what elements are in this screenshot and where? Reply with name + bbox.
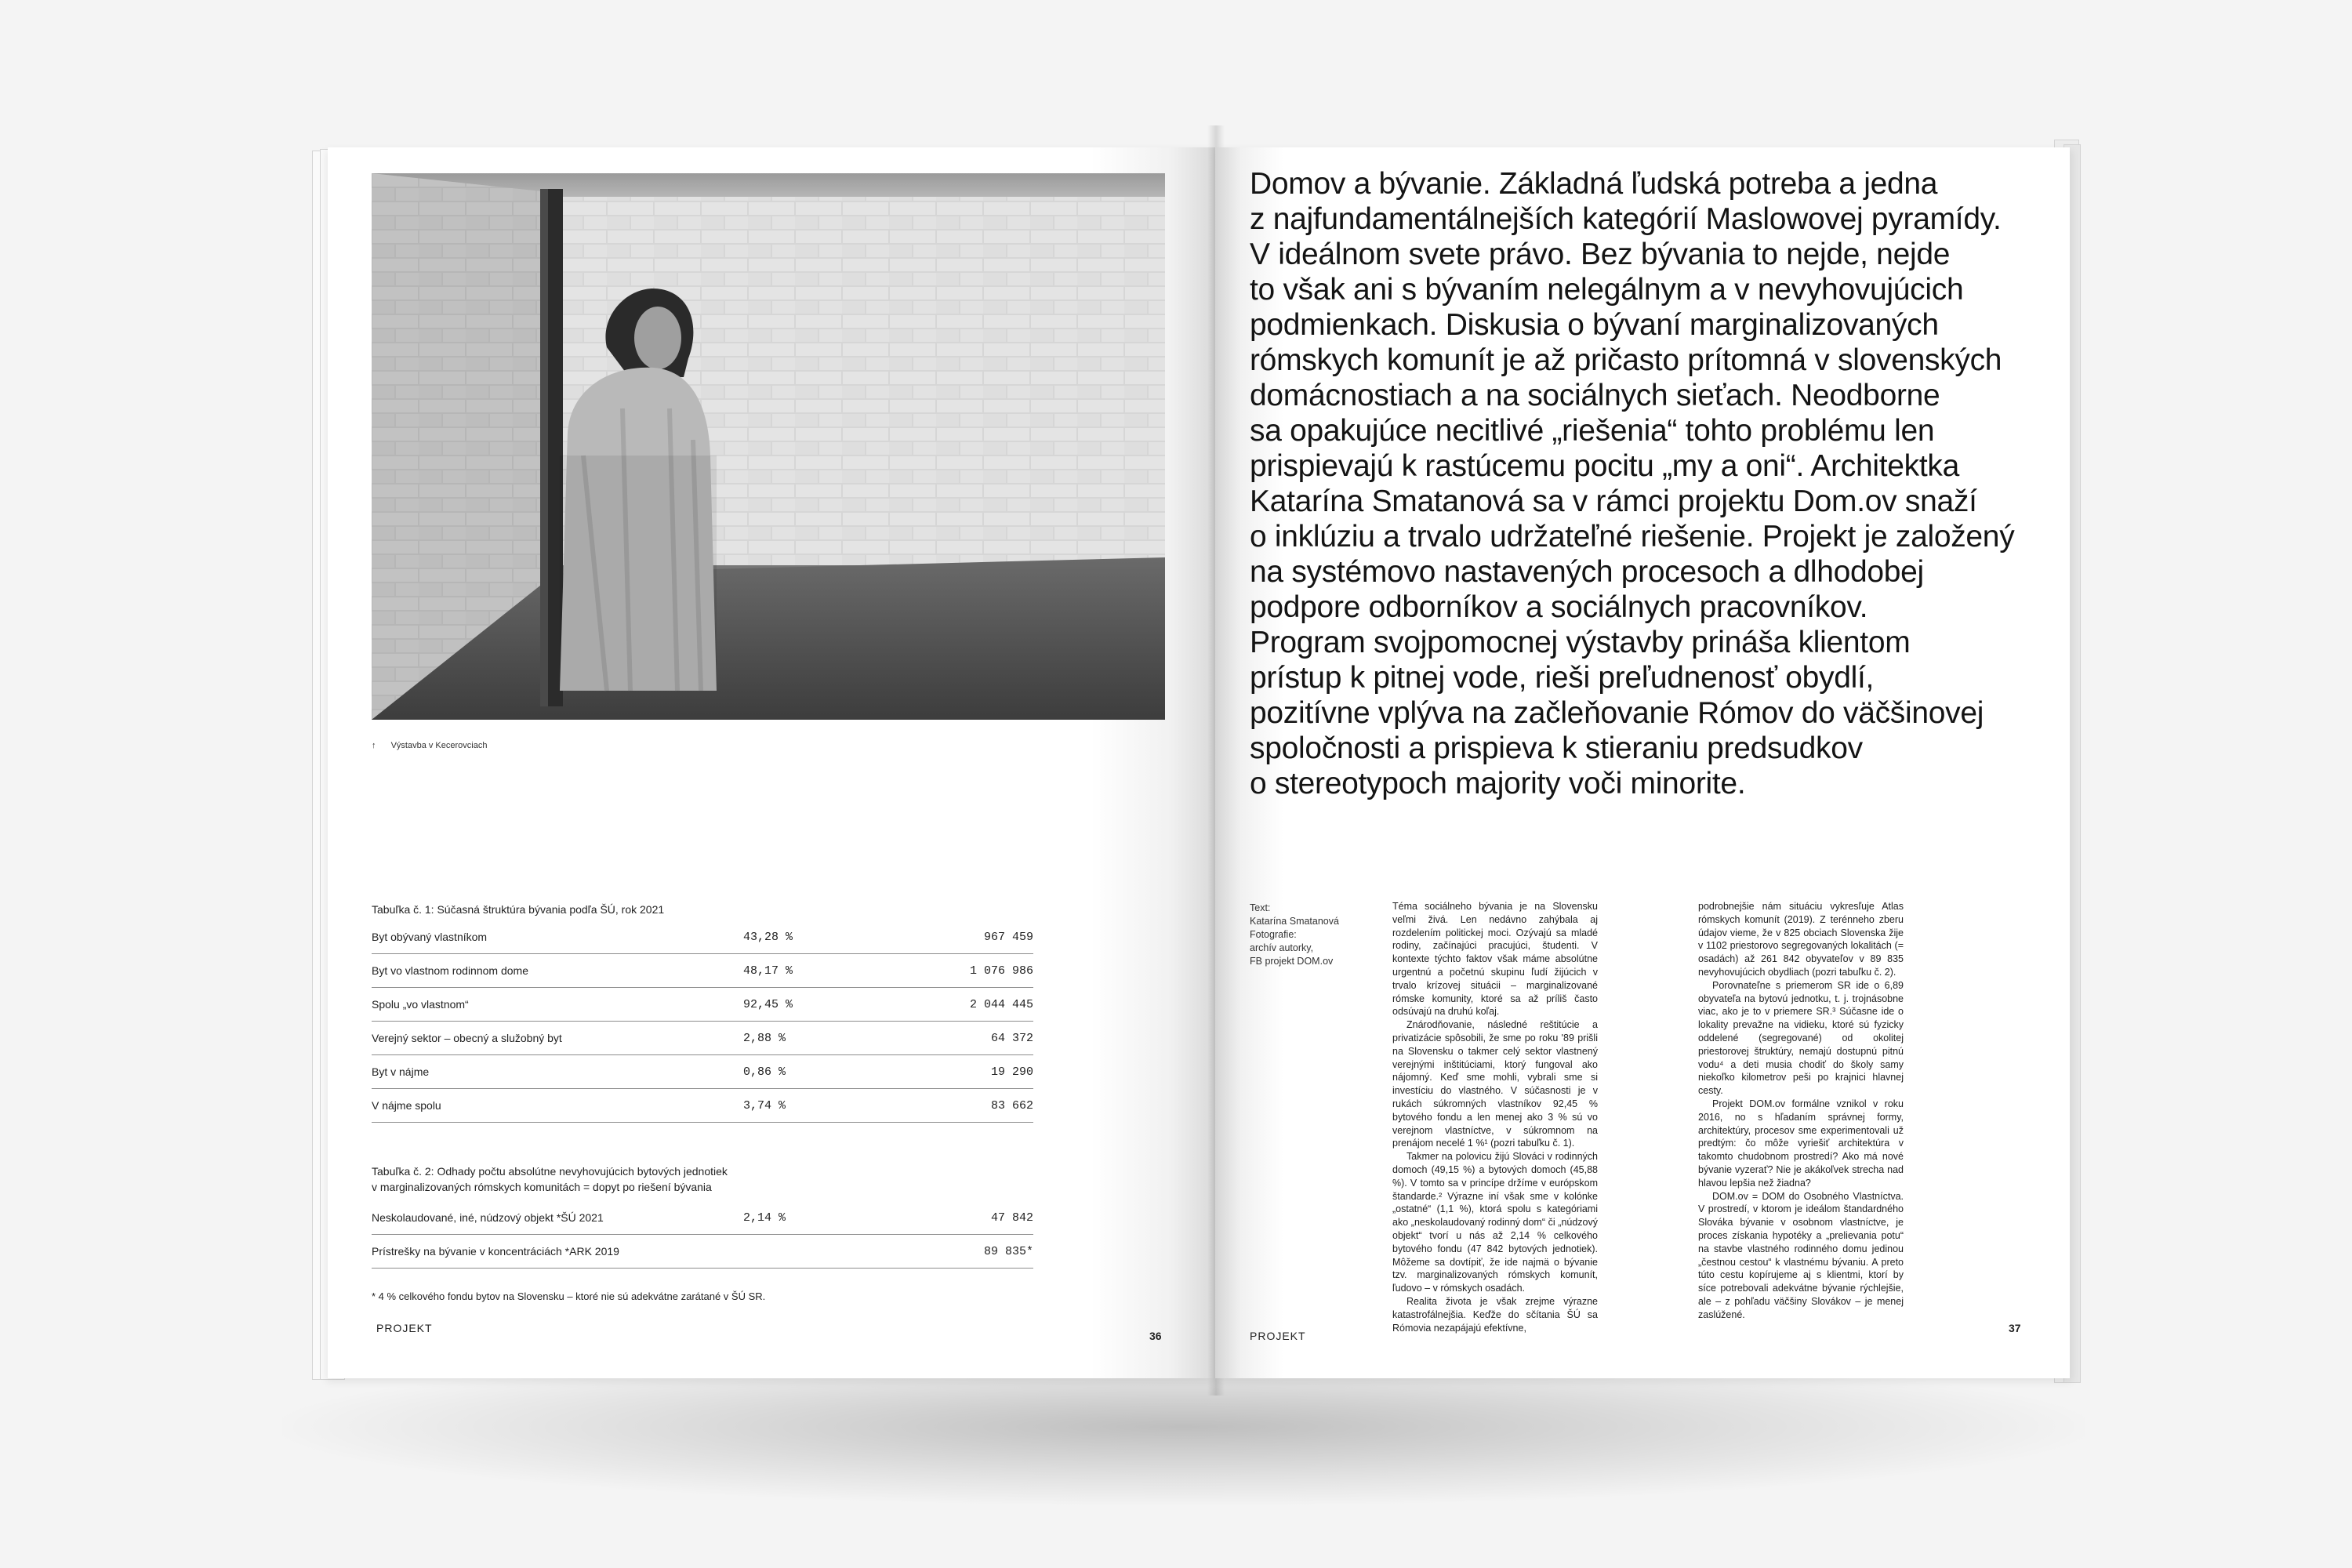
photograph: [372, 173, 1165, 720]
body-paragraph: podrobnejšie nám situáciu vykresľuje Atlas rómskych komunít (2019). Z terénneho zberu údajov vieme, že v 825 obciach Slovenska žije v 1102 priestorovo segregovaných lokalitách (= osadách) až 261 842 obyvateľov v 89 835 nevyhovujúcich obydliach (pozri tabuľku č. 2).: [1698, 901, 1904, 978]
row-count: 89 835*: [861, 1235, 1033, 1269]
row-percent: 3,74 %: [743, 1089, 861, 1123]
body-paragraph: Znárodňovanie, následné reštitúcie a privatizácie spôsobili, že sme po roku '89 prišli na Slovensku o takmer celý sektor vlastnený verejnými inštitúciami, ktorý fungoval ako nájomný. Keď sme mohli, vybrali sme si investíciu do vlastného. V súčasnosti je v rukách súkromných vlastníkov 92,45 % bytového fondu a len menej ako 3 % sú vo verejnom vlastníctve, v súkromnom na prenájom necelé 1 %¹ (pozri tabuľku č. 1).: [1392, 1019, 1598, 1149]
row-percent: 0,86 %: [743, 1055, 861, 1089]
row-percent: 43,28 %: [743, 920, 861, 954]
right-page: [1215, 147, 2070, 1378]
photo-caption: [372, 741, 487, 750]
table-row: [372, 920, 1033, 954]
row-count: 19 290: [861, 1055, 1033, 1089]
row-label: Byt obývaný vlastníkom: [372, 920, 743, 954]
body-column-2: [1698, 900, 1904, 1322]
row-label: Prístrešky na bývanie v koncentráciách *ARK 2019: [372, 1235, 743, 1269]
intro-lead-paragraph: Domov a bývanie. Základná ľudská potreba a jedna z najfundamentálnejších kategórií Maslowovej pyramídy. V ideálnom svete právo. Bez bývania to nejde, nejde to však ani s bývaním nelegálnym a v nevyhovujúcich podmienkach. Diskusia o bývaní marginalizovaných rómskych komunít je až pričasto prítomná v slovenských domácnostiach a na sociálnych sieťach. Neodborne sa opakujúce necitlivé „riešenia“ tohto problému len prispievajú k rastúcemu pocitu „my a oni“. Architektka Katarína Smatanová sa v rámci projektu Dom.ov snaží o inklúziu a trvalo udržateľné riešenie. Projekt je založený na systémovo nastavených procesoch a dlhodobej podpore odborníkov a sociálnych pracovníkov. Program svojpomocnej výstavby prináša klientom prístup k pitnej vode, rieši preľudnenosť obydlí, pozitívne vplýva na začleňovanie Rómov do väčšinovej spoločnosti a prispieva k stieraniu predsudkov o stereotypoch majority voči minorite.: [1250, 167, 2015, 800]
running-footer-right: PROJEKT: [1250, 1330, 1306, 1342]
page-number-right: 37: [2009, 1322, 2021, 1334]
table-row: [372, 1022, 1033, 1055]
body-paragraph: Takmer na polovicu žijú Slováci v rodinných domoch (49,15 %) a bytových domoch (45,88 %). V tomto sa v princípe držíme v európskom štandarde.² Výrazne iní však sme v kolónke „ostatné“ (1,1 %), ktorá spolu s kategóriami ako „neskolaudovaný rodinný dom“ či „núdzový objekt“ tvorí u nás až 2,14 % celkového bytového fondu (47 842 bytových jednotiek). Môžeme sa dovtípiť, že ide najmä o bývanie tzv. marginalizovaných rómskych komunít, ľudovo – v rómskych osadách.: [1392, 1151, 1598, 1294]
row-count: 967 459: [861, 920, 1033, 954]
page-number-left: 36: [1149, 1330, 1162, 1342]
row-label: Byt vo vlastnom rodinnom dome: [372, 954, 743, 988]
table-row: [372, 1201, 1033, 1235]
table1: [372, 920, 1033, 1123]
table-row: [372, 954, 1033, 988]
body-paragraph: Realita života je však zrejme výrazne katastrofálnejšia. Keďže do sčítania ŠÚ sa Rómovia nezapájajú efektívne,: [1392, 1295, 1598, 1334]
body-paragraph: Projekt DOM.ov formálne vznikol v roku 2016, no s hľadaním správnej formy, architektúry, procesov sme experimentovali už predtým: čo môže vyriešiť architektúra v takomto chudobnom prostredí? Ako má nové bývanie vyzerať? Nie je akákoľvek strecha nad hlavou lepšia než žiadna?: [1698, 1098, 1904, 1189]
row-label: Spolu „vo vlastnom“: [372, 988, 743, 1022]
left-page: [328, 147, 1215, 1378]
row-label: V nájme spolu: [372, 1089, 743, 1123]
article-credits: Text: Katarína Smatanová Fotografie: archív autorky, FB projekt DOM.ov: [1250, 902, 1339, 967]
row-percent: [743, 1235, 861, 1269]
row-count: 2 044 445: [861, 988, 1033, 1022]
table-row: [372, 1055, 1033, 1089]
table-row: [372, 988, 1033, 1022]
row-percent: 92,45 %: [743, 988, 861, 1022]
row-label: Verejný sektor – obecný a služobný byt: [372, 1022, 743, 1055]
arrow-up-icon: ↑: [372, 741, 376, 750]
row-count: 83 662: [861, 1089, 1033, 1123]
row-label: Byt v nájme: [372, 1055, 743, 1089]
table2-title-line1: Tabuľka č. 2: Odhady počtu absolútne nevyhovujúcich bytových jednotiek: [372, 1165, 728, 1178]
row-percent: 2,88 %: [743, 1022, 861, 1055]
body-paragraph: Téma sociálneho bývania je na Slovensku veľmi živá. Len nedávno zahýbala aj rozdelením politickej moci. Ozývajú sa mladé rodiny, začínajúci pracujúci, študenti. V kontexte týchto faktov však máme absolútne urgentnú a početnú skupinu ľudí žijúcich v trvalo krízovej situácii – marginalizované rómske komunity, ktoré sa až príliš často odsúvajú na druhú koľaj.: [1392, 901, 1598, 1018]
row-count: 1 076 986: [861, 954, 1033, 988]
row-label: Neskolaudované, iné, núdzový objekt *ŠÚ 2021: [372, 1201, 743, 1235]
row-percent: 2,14 %: [743, 1201, 861, 1235]
body-paragraph: DOM.ov = DOM do Osobného Vlastníctva. V prostredí, v ktorom je ideálom štandardného Slováka bývanie v osobnom vlastníctve, je proces získania hypotéky a „prelievania potu“ na stavbe vlastného rodinného domu jedinou „čestnou cestou“ k vlastnému bývaniu. A preto túto cestu kopírujeme aj s klientmi, ktorí by síce potrebovali adekvátne bývanie rýchlejšie, ale – z pohľadu väčšiny Slovákov – je menej zaslúžené.: [1698, 1190, 1904, 1320]
table2: [372, 1201, 1033, 1269]
table-row: [372, 1089, 1033, 1123]
body-paragraph: Porovnateľne s priemerom SR ide o 6,89 obyvateľa na bytovú jednotku, t. j. trojnásobne viac, ako je to v priemere SR.³ Súčasne ide o lokality prevažne na vidieku, ktoré sú fyzicky oddelené (segregované) od okolitej priestorovej štruktúry, nemajú dostupnú pitnú vodu⁴ a deti musia chodiť do školy samy niekoľko kilometrov peši po krajnici hlavnej cesty.: [1698, 979, 1904, 1097]
row-percent: 48,17 %: [743, 954, 861, 988]
table2-title-line2: v marginalizovaných rómskych komunitách = dopyt po riešení bývania: [372, 1181, 712, 1193]
running-footer-left: PROJEKT: [376, 1322, 433, 1334]
table-row: [372, 1235, 1033, 1269]
row-count: 47 842: [861, 1201, 1033, 1235]
table2-title: [372, 1163, 728, 1195]
row-count: 64 372: [861, 1022, 1033, 1055]
table1-title: Tabuľka č. 1: Súčasná štruktúra bývania podľa ŠÚ, rok 2021: [372, 903, 665, 916]
body-column-1: [1392, 900, 1598, 1334]
caption-text: Výstavba v Kecerovciach: [390, 741, 488, 750]
table-footnote: * 4 % celkového fondu bytov na Slovensku – ktoré nie sú adekvátne zarátané v ŠÚ SR.: [372, 1290, 766, 1302]
